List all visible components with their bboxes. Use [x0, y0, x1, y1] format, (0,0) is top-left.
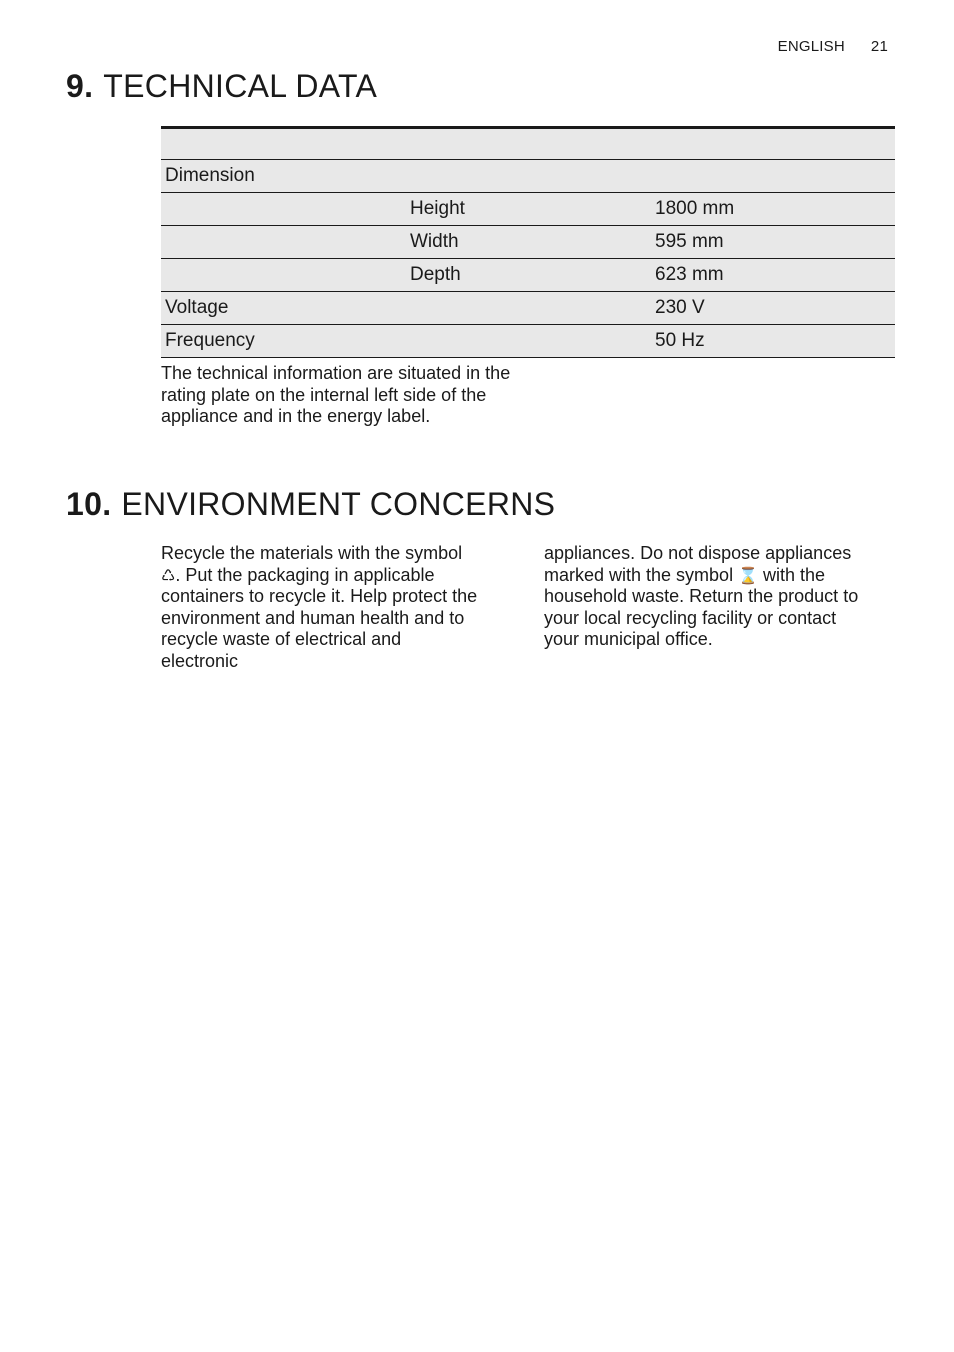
dimension-label: Dimension: [161, 160, 895, 193]
table-header-row: [161, 128, 895, 160]
technical-note: The technical information are situated in the rating plate on the internal left side of the appliance and in the energy label.: [161, 363, 511, 426]
environment-text-column-2: [544, 543, 874, 651]
language-label: ENGLISH: [777, 38, 845, 55]
depth-label: Depth: [406, 259, 651, 292]
col1-text-end: . Put the packaging in applicable containers to recycle it. Help protect the environment and human health and to recycle waste of electrical and electronic: [161, 564, 478, 671]
table-row: [161, 226, 895, 259]
table-row: [161, 292, 895, 325]
table-row: [161, 193, 895, 226]
height-label: Height: [406, 193, 651, 226]
height-value: 1800 mm: [651, 193, 895, 226]
page-header: [778, 38, 888, 55]
section-title-text: TECHNICAL DATA: [103, 68, 378, 104]
section-title-technical-data: [66, 68, 377, 105]
depth-value: 623 mm: [651, 259, 895, 292]
table-row: [161, 325, 895, 358]
section-title-environment-concerns: [66, 486, 555, 523]
section-number: 10.: [66, 486, 112, 522]
recycle-icon: ♺: [161, 565, 176, 585]
table-row: [161, 160, 895, 193]
col2-text-start: appliances. Do not dispose appliances marked with the symbol: [544, 543, 852, 585]
page-number: 21: [870, 38, 888, 55]
width-value: 595 mm: [651, 226, 895, 259]
section-number: 9.: [66, 68, 94, 104]
frequency-value: 50 Hz: [651, 325, 895, 358]
voltage-value: 230 V: [651, 292, 895, 325]
environment-text-column-1: [161, 543, 481, 672]
width-label: Width: [406, 226, 651, 259]
crossed-bin-icon: ⌛: [738, 565, 759, 585]
col2-text-end: with the household waste. Return the product to your local recycling facility or contact your municipal office.: [544, 564, 859, 649]
table-row: [161, 259, 895, 292]
col1-text-start: Recycle the materials with the symbol: [161, 543, 463, 563]
frequency-label: Frequency: [161, 325, 651, 358]
voltage-label: Voltage: [161, 292, 651, 325]
technical-data-table: [161, 126, 895, 358]
section-title-text: ENVIRONMENT CONCERNS: [121, 486, 556, 522]
